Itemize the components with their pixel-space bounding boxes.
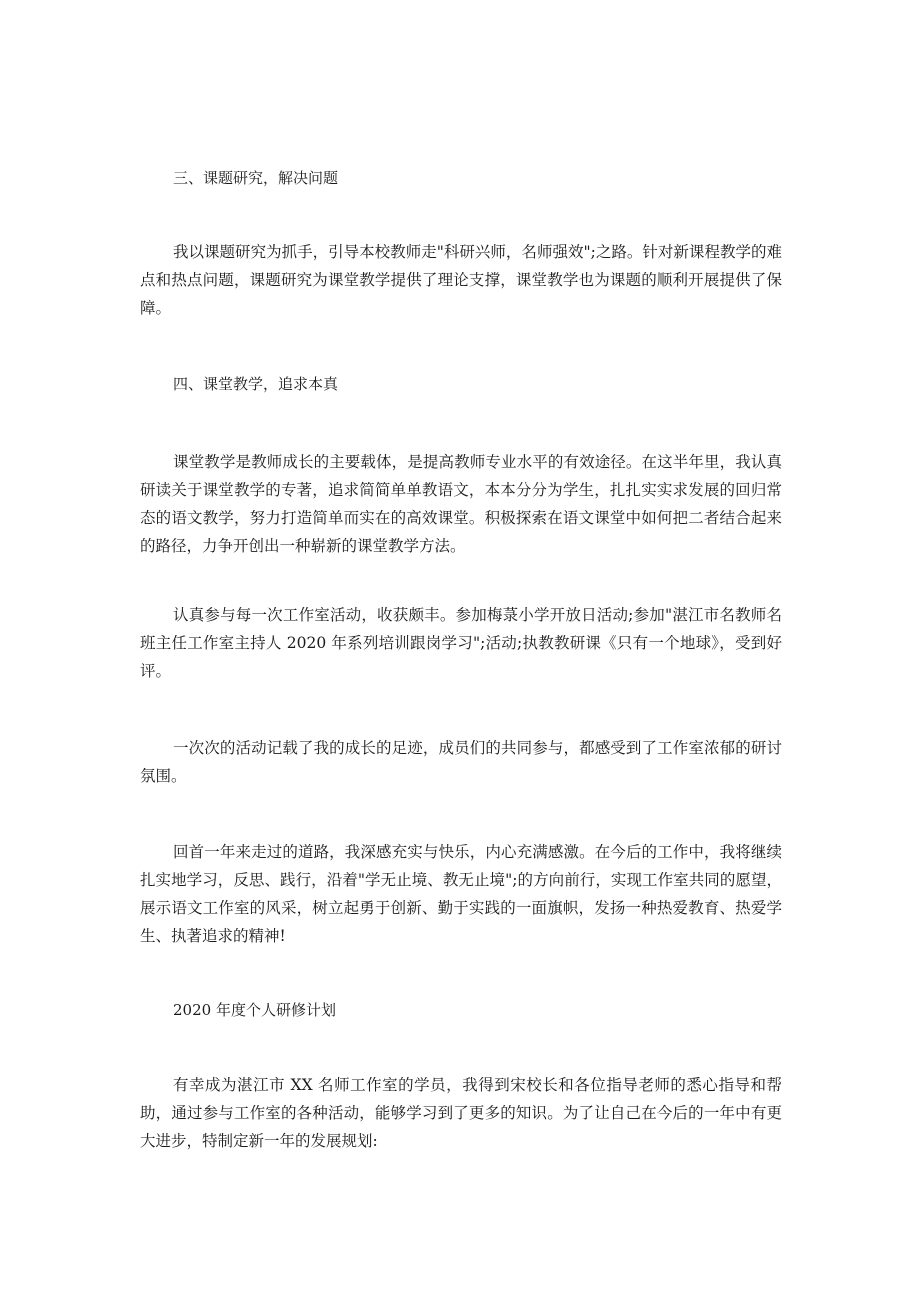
paragraph-classroom-teaching: 课堂教学是教师成长的主要载体，是提高教师专业水平的有效途径。在这半年里，我认真研读关于课堂教学的专著，追求简简单单教语文，本本分分为学生，扎扎实实求发展的回归常态的语文教学，努力打造简单而实在的高效课堂。积极探索在语文课堂中如何把二者结合起来的路径，力争开创出一种崭新的课堂教学方法。: [140, 453, 782, 555]
paragraph-looking-back: 回首一年来走过的道路，我深感充实与快乐，内心充满感激。在今后的工作中，我将继续扎实地学习，反思、践行，沿着"学无止境、教无止境";的方向前行，实现工作室共同的愿望，展示语文工作室的风采，树立起勇于创新、勤于实践的一面旗帜，发扬一种热爱教育、热爱学生、执著追求的精神!: [140, 843, 782, 945]
paragraph-workshop-activities: 认真参与每一次工作室活动，收获颇丰。参加梅菉小学开放日活动;参加"湛江市名教师名班主任工作室主持人 2020 年系列培训跟岗学习";活动;执教教研课《只有一个地球》，受到好评。: [140, 606, 782, 680]
plan-title: 2020 年度个人研修计划: [173, 1001, 336, 1019]
paragraph-plan-intro: 有幸成为湛江市 XX 名师工作室的学员，我得到宋校长和各位指导老师的悉心指导和帮助，通过参与工作室的各种活动，能够学习到了更多的知识。为了让自己在今后的一年中有更大进步，特制定新一年的发展规划:: [140, 1076, 782, 1150]
section-heading-classroom: 四、课堂教学，追求本真: [173, 375, 339, 393]
section-heading-research: 三、课题研究，解决问题: [173, 169, 339, 187]
paragraph-growth-footprints: 一次次的活动记载了我的成长的足迹，成员们的共同参与，都感受到了工作室浓郁的研讨氛围。: [140, 739, 782, 785]
paragraph-research: 我以课题研究为抓手，引导本校教师走"科研兴师，名师强效";之路。针对新课程教学的难点和热点问题，课题研究为课堂教学提供了理论支撑，课堂教学也为课题的顺利开展提供了保障。: [140, 243, 782, 317]
